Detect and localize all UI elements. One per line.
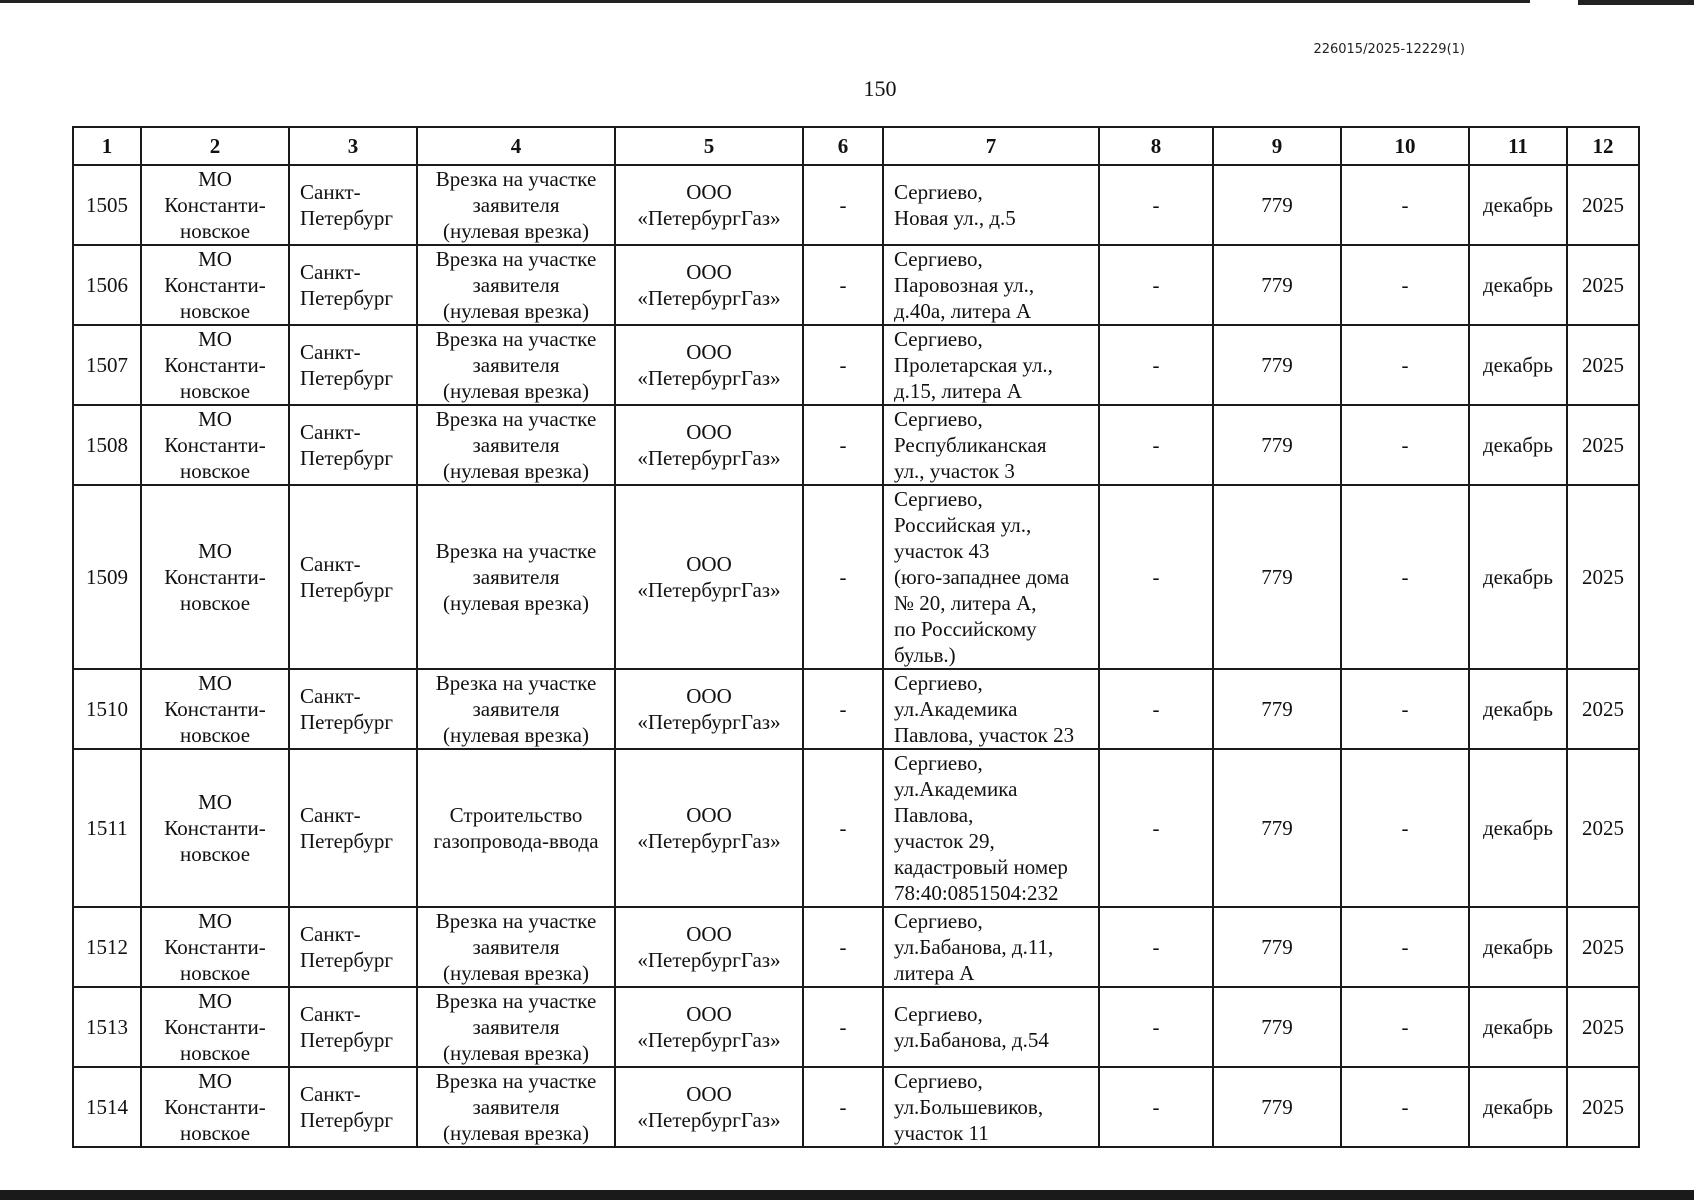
column-9-cell: 779 — [1213, 245, 1341, 325]
city-cell-line: Санкт- — [300, 803, 361, 827]
municipality-cell-line: новское — [179, 591, 251, 615]
address-cell — [883, 907, 1099, 987]
column-header: 11 — [1469, 127, 1567, 165]
address-cell-line: участок 43 — [894, 539, 990, 563]
city-cell-line: Санкт- — [300, 684, 361, 708]
city-cell — [289, 749, 417, 907]
column-8-cell: - — [1099, 1067, 1213, 1147]
column-8-cell: - — [1099, 165, 1213, 245]
city-cell-line: Петербург — [300, 578, 393, 602]
page-number: 150 — [863, 76, 897, 101]
work-type-cell-line: (нулевая врезка) — [443, 1041, 589, 1065]
document-number: 226015/2025-12229(1) — [1313, 42, 1465, 57]
address-cell-line: ул.Бабанова, д.11, — [894, 935, 1054, 959]
row-number-cell: 1510 — [73, 669, 141, 749]
municipality-cell-line: МО — [198, 671, 232, 695]
month-cell: декабрь — [1469, 987, 1567, 1067]
address-cell-line: Российская ул., — [894, 513, 1032, 537]
scan-edge-corner — [1578, 0, 1694, 5]
municipality-cell-line: Константи- — [164, 1015, 266, 1039]
column-6-cell: - — [803, 165, 883, 245]
work-type-cell-line: (нулевая врезка) — [443, 219, 589, 243]
month-cell: декабрь — [1469, 907, 1567, 987]
column-6-cell: - — [803, 907, 883, 987]
address-cell-line: Сергиево, — [894, 751, 983, 775]
municipality-cell-line: новское — [179, 1041, 251, 1065]
organization-cell-line: «ПетербургГаз» — [637, 1028, 781, 1052]
city-cell-line: Санкт- — [300, 1082, 361, 1106]
column-10-cell: - — [1341, 749, 1469, 907]
column-header: 4 — [417, 127, 615, 165]
municipality-cell — [141, 485, 289, 669]
city-cell — [289, 325, 417, 405]
column-10-cell: - — [1341, 1067, 1469, 1147]
address-cell — [883, 405, 1099, 485]
row-number-cell: 1508 — [73, 405, 141, 485]
organization-cell-line: ООО — [686, 922, 732, 946]
work-type-cell-line: заявителя — [472, 433, 560, 457]
address-cell — [883, 1067, 1099, 1147]
column-header: 9 — [1213, 127, 1341, 165]
column-number-row — [73, 127, 1639, 165]
work-type-cell-line: (нулевая врезка) — [443, 299, 589, 323]
table-row — [73, 669, 1639, 749]
address-cell-line: кадастровый номер — [894, 855, 1068, 879]
column-10-cell: - — [1341, 405, 1469, 485]
table-row — [73, 749, 1639, 907]
column-10-cell: - — [1341, 245, 1469, 325]
row-number-cell: 1507 — [73, 325, 141, 405]
row-number-cell: 1509 — [73, 485, 141, 669]
year-cell: 2025 — [1567, 325, 1639, 405]
work-type-cell-line: заявителя — [472, 1095, 560, 1119]
city-cell-line: Санкт- — [300, 552, 361, 576]
city-cell — [289, 669, 417, 749]
column-header: 12 — [1567, 127, 1639, 165]
column-8-cell: - — [1099, 669, 1213, 749]
work-type-cell-line: Врезка на участке — [435, 247, 597, 271]
column-header: 5 — [615, 127, 803, 165]
address-cell-line: литера А — [894, 961, 975, 985]
municipality-cell-line: новское — [179, 299, 251, 323]
municipality-cell — [141, 669, 289, 749]
work-type-cell-line: заявителя — [472, 273, 560, 297]
column-9-cell: 779 — [1213, 325, 1341, 405]
work-type-cell-line: заявителя — [472, 565, 560, 589]
month-cell: декабрь — [1469, 165, 1567, 245]
organization-cell — [615, 1067, 803, 1147]
gas-connection-table — [72, 126, 1640, 1148]
column-6-cell: - — [803, 1067, 883, 1147]
row-number-cell: 1512 — [73, 907, 141, 987]
table-row — [73, 245, 1639, 325]
work-type-cell — [417, 749, 615, 907]
work-type-cell — [417, 165, 615, 245]
city-cell — [289, 245, 417, 325]
work-type-cell-line: Врезка на участке — [435, 989, 597, 1013]
column-9-cell: 779 — [1213, 405, 1341, 485]
city-cell-line: Петербург — [300, 1028, 393, 1052]
city-cell — [289, 1067, 417, 1147]
municipality-cell — [141, 325, 289, 405]
address-cell-line: Новая ул., д.5 — [894, 206, 1016, 230]
address-cell-line: 78:40:0851504:232 — [894, 881, 1059, 905]
work-type-cell-line: Врезка на участке — [435, 539, 597, 563]
city-cell — [289, 987, 417, 1067]
month-cell: декабрь — [1469, 669, 1567, 749]
organization-cell-line: «ПетербургГаз» — [637, 446, 781, 470]
address-cell-line: Павлова, — [894, 803, 974, 827]
address-cell-line: Сергиево, — [894, 247, 983, 271]
organization-cell-line: ООО — [686, 180, 732, 204]
municipality-cell — [141, 749, 289, 907]
address-cell-line: ул.Бабанова, д.54 — [894, 1028, 1049, 1052]
table-body — [73, 165, 1639, 1147]
table-row — [73, 1067, 1639, 1147]
city-cell-line: Петербург — [300, 286, 393, 310]
municipality-cell-line: Константи- — [164, 273, 266, 297]
address-cell-line: ул.Академика — [894, 777, 1018, 801]
municipality-cell-line: новское — [179, 723, 251, 747]
work-type-cell-line: Врезка на участке — [435, 407, 597, 431]
city-cell-line: Санкт- — [300, 1002, 361, 1026]
address-cell-line: Сергиево, — [894, 1002, 983, 1026]
city-cell — [289, 165, 417, 245]
municipality-cell — [141, 987, 289, 1067]
organization-cell-line: «ПетербургГаз» — [637, 578, 781, 602]
table-row — [73, 907, 1639, 987]
column-8-cell: - — [1099, 325, 1213, 405]
address-cell-line: Сергиево, — [894, 671, 983, 695]
city-cell — [289, 485, 417, 669]
work-type-cell — [417, 245, 615, 325]
column-9-cell: 779 — [1213, 749, 1341, 907]
city-cell-line: Петербург — [300, 710, 393, 734]
municipality-cell-line: новское — [179, 219, 251, 243]
work-type-cell-line: Врезка на участке — [435, 327, 597, 351]
address-cell-line: бульв.) — [894, 643, 956, 667]
column-6-cell: - — [803, 405, 883, 485]
work-type-cell — [417, 485, 615, 669]
row-number-cell: 1505 — [73, 165, 141, 245]
month-cell: декабрь — [1469, 485, 1567, 669]
address-cell-line: Сергиево, — [894, 1069, 983, 1093]
work-type-cell-line: (нулевая врезка) — [443, 961, 589, 985]
city-cell-line: Санкт- — [300, 420, 361, 444]
address-cell-line: Паровозная ул., — [894, 273, 1035, 297]
municipality-cell-line: МО — [198, 790, 232, 814]
address-cell-line: Республиканская — [894, 433, 1047, 457]
column-6-cell: - — [803, 987, 883, 1067]
organization-cell — [615, 669, 803, 749]
month-cell: декабрь — [1469, 325, 1567, 405]
work-type-cell-line: заявителя — [472, 353, 560, 377]
table-row — [73, 987, 1639, 1067]
address-cell — [883, 749, 1099, 907]
column-header: 10 — [1341, 127, 1469, 165]
city-cell-line: Петербург — [300, 1108, 393, 1132]
city-cell-line: Санкт- — [300, 260, 361, 284]
organization-cell — [615, 165, 803, 245]
address-cell-line: Сергиево, — [894, 327, 983, 351]
table-row — [73, 325, 1639, 405]
table-row — [73, 405, 1639, 485]
address-cell-line: Павлова, участок 23 — [894, 723, 1075, 747]
organization-cell-line: «ПетербургГаз» — [637, 1108, 781, 1132]
column-8-cell: - — [1099, 987, 1213, 1067]
municipality-cell — [141, 907, 289, 987]
organization-cell-line: ООО — [686, 340, 732, 364]
month-cell: декабрь — [1469, 749, 1567, 907]
column-9-cell: 779 — [1213, 669, 1341, 749]
municipality-cell-line: Константи- — [164, 1095, 266, 1119]
column-6-cell: - — [803, 325, 883, 405]
municipality-cell-line: МО — [198, 539, 232, 563]
address-cell-line: участок 29, — [894, 829, 995, 853]
organization-cell-line: «ПетербургГаз» — [637, 286, 781, 310]
city-cell-line: Санкт- — [300, 922, 361, 946]
municipality-cell — [141, 245, 289, 325]
organization-cell-line: ООО — [686, 420, 732, 444]
organization-cell-line: ООО — [686, 803, 732, 827]
municipality-cell — [141, 1067, 289, 1147]
organization-cell-line: «ПетербургГаз» — [637, 366, 781, 390]
address-cell-line: по Российскому — [894, 617, 1037, 641]
work-type-cell-line: Врезка на участке — [435, 167, 597, 191]
month-cell: декабрь — [1469, 405, 1567, 485]
table-row — [73, 165, 1639, 245]
municipality-cell — [141, 165, 289, 245]
city-cell-line: Санкт- — [300, 180, 361, 204]
scan-edge-line — [0, 0, 1530, 3]
work-type-cell-line: (нулевая врезка) — [443, 591, 589, 615]
month-cell: декабрь — [1469, 245, 1567, 325]
work-type-cell — [417, 669, 615, 749]
city-cell — [289, 907, 417, 987]
address-cell-line: (юго-западнее дома — [894, 565, 1070, 589]
work-type-cell-line: (нулевая врезка) — [443, 723, 589, 747]
column-9-cell: 779 — [1213, 987, 1341, 1067]
column-8-cell: - — [1099, 485, 1213, 669]
address-cell-line: ул.Академика — [894, 697, 1018, 721]
city-cell-line: Петербург — [300, 446, 393, 470]
column-header: 8 — [1099, 127, 1213, 165]
municipality-cell-line: МО — [198, 989, 232, 1013]
address-cell — [883, 485, 1099, 669]
organization-cell — [615, 749, 803, 907]
column-6-cell: - — [803, 485, 883, 669]
address-cell — [883, 245, 1099, 325]
organization-cell-line: «ПетербургГаз» — [637, 710, 781, 734]
scan-edge-band — [0, 1190, 1694, 1200]
column-6-cell: - — [803, 245, 883, 325]
organization-cell — [615, 245, 803, 325]
row-number-cell: 1514 — [73, 1067, 141, 1147]
work-type-cell-line: Врезка на участке — [435, 671, 597, 695]
work-type-cell — [417, 325, 615, 405]
organization-cell — [615, 485, 803, 669]
work-type-cell-line: (нулевая врезка) — [443, 459, 589, 483]
address-cell — [883, 325, 1099, 405]
organization-cell-line: «ПетербургГаз» — [637, 206, 781, 230]
address-cell-line: Сергиево, — [894, 407, 983, 431]
municipality-cell-line: новское — [179, 459, 251, 483]
municipality-cell-line: МО — [198, 327, 232, 351]
municipality-cell-line: новское — [179, 961, 251, 985]
organization-cell — [615, 325, 803, 405]
address-cell-line: д.40а, литера А — [894, 299, 1032, 323]
municipality-cell-line: МО — [198, 167, 232, 191]
municipality-cell-line: Константи- — [164, 816, 266, 840]
work-type-cell — [417, 987, 615, 1067]
city-cell-line: Петербург — [300, 948, 393, 972]
address-cell-line: д.15, литера А — [894, 379, 1022, 403]
row-number-cell: 1506 — [73, 245, 141, 325]
organization-cell-line: ООО — [686, 260, 732, 284]
column-9-cell: 779 — [1213, 907, 1341, 987]
municipality-cell-line: Константи- — [164, 433, 266, 457]
column-8-cell: - — [1099, 749, 1213, 907]
column-10-cell: - — [1341, 165, 1469, 245]
address-cell-line: участок 11 — [894, 1121, 989, 1145]
column-9-cell: 779 — [1213, 165, 1341, 245]
year-cell: 2025 — [1567, 405, 1639, 485]
organization-cell — [615, 405, 803, 485]
year-cell: 2025 — [1567, 669, 1639, 749]
column-9-cell: 779 — [1213, 1067, 1341, 1147]
municipality-cell-line: Константи- — [164, 353, 266, 377]
municipality-cell-line: МО — [198, 247, 232, 271]
municipality-cell-line: МО — [198, 407, 232, 431]
municipality-cell-line: Константи- — [164, 565, 266, 589]
column-header: 7 — [883, 127, 1099, 165]
municipality-cell-line: МО — [198, 1069, 232, 1093]
address-cell-line: Сергиево, — [894, 180, 983, 204]
year-cell: 2025 — [1567, 165, 1639, 245]
month-cell: декабрь — [1469, 1067, 1567, 1147]
column-6-cell: - — [803, 669, 883, 749]
municipality-cell-line: Константи- — [164, 935, 266, 959]
municipality-cell-line: новское — [179, 842, 251, 866]
column-header: 3 — [289, 127, 417, 165]
column-10-cell: - — [1341, 907, 1469, 987]
municipality-cell-line: Константи- — [164, 697, 266, 721]
work-type-cell-line: (нулевая врезка) — [443, 1121, 589, 1145]
work-type-cell — [417, 405, 615, 485]
column-9-cell: 779 — [1213, 485, 1341, 669]
column-8-cell: - — [1099, 907, 1213, 987]
column-header: 6 — [803, 127, 883, 165]
municipality-cell-line: новское — [179, 1121, 251, 1145]
city-cell-line: Петербург — [300, 829, 393, 853]
address-cell-line: Пролетарская ул., — [894, 353, 1053, 377]
organization-cell-line: ООО — [686, 684, 732, 708]
work-type-cell-line: Строительство — [449, 803, 583, 827]
municipality-cell-line: новское — [179, 379, 251, 403]
organization-cell-line: «ПетербургГаз» — [637, 948, 781, 972]
work-type-cell-line: заявителя — [472, 193, 560, 217]
address-cell-line: ул.Большевиков, — [894, 1095, 1044, 1119]
address-cell — [883, 165, 1099, 245]
organization-cell-line: ООО — [686, 552, 732, 576]
organization-cell — [615, 987, 803, 1067]
work-type-cell-line: Врезка на участке — [435, 909, 597, 933]
organization-cell-line: «ПетербургГаз» — [637, 829, 781, 853]
column-10-cell: - — [1341, 485, 1469, 669]
address-cell-line: № 20, литера А, — [894, 591, 1037, 615]
city-cell — [289, 405, 417, 485]
work-type-cell — [417, 907, 615, 987]
city-cell-line: Петербург — [300, 366, 393, 390]
address-cell — [883, 987, 1099, 1067]
column-10-cell: - — [1341, 669, 1469, 749]
column-10-cell: - — [1341, 325, 1469, 405]
year-cell: 2025 — [1567, 485, 1639, 669]
year-cell: 2025 — [1567, 245, 1639, 325]
work-type-cell-line: заявителя — [472, 1015, 560, 1039]
address-cell — [883, 669, 1099, 749]
row-number-cell: 1511 — [73, 749, 141, 907]
work-type-cell-line: газопровода-ввода — [433, 829, 599, 853]
column-8-cell: - — [1099, 405, 1213, 485]
organization-cell — [615, 907, 803, 987]
city-cell-line: Санкт- — [300, 340, 361, 364]
column-header: 1 — [73, 127, 141, 165]
work-type-cell-line: заявителя — [472, 697, 560, 721]
year-cell: 2025 — [1567, 749, 1639, 907]
city-cell-line: Петербург — [300, 206, 393, 230]
column-10-cell: - — [1341, 987, 1469, 1067]
municipality-cell-line: МО — [198, 909, 232, 933]
year-cell: 2025 — [1567, 907, 1639, 987]
municipality-cell-line: Константи- — [164, 193, 266, 217]
address-cell-line: Сергиево, — [894, 487, 983, 511]
organization-cell-line: ООО — [686, 1002, 732, 1026]
year-cell: 2025 — [1567, 1067, 1639, 1147]
column-8-cell: - — [1099, 245, 1213, 325]
work-type-cell-line: (нулевая врезка) — [443, 379, 589, 403]
work-type-cell-line: Врезка на участке — [435, 1069, 597, 1093]
address-cell-line: ул., участок 3 — [894, 459, 1015, 483]
row-number-cell: 1513 — [73, 987, 141, 1067]
column-header: 2 — [141, 127, 289, 165]
work-type-cell-line: заявителя — [472, 935, 560, 959]
work-type-cell — [417, 1067, 615, 1147]
year-cell: 2025 — [1567, 987, 1639, 1067]
table-row — [73, 485, 1639, 669]
organization-cell-line: ООО — [686, 1082, 732, 1106]
municipality-cell — [141, 405, 289, 485]
column-6-cell: - — [803, 749, 883, 907]
address-cell-line: Сергиево, — [894, 909, 983, 933]
